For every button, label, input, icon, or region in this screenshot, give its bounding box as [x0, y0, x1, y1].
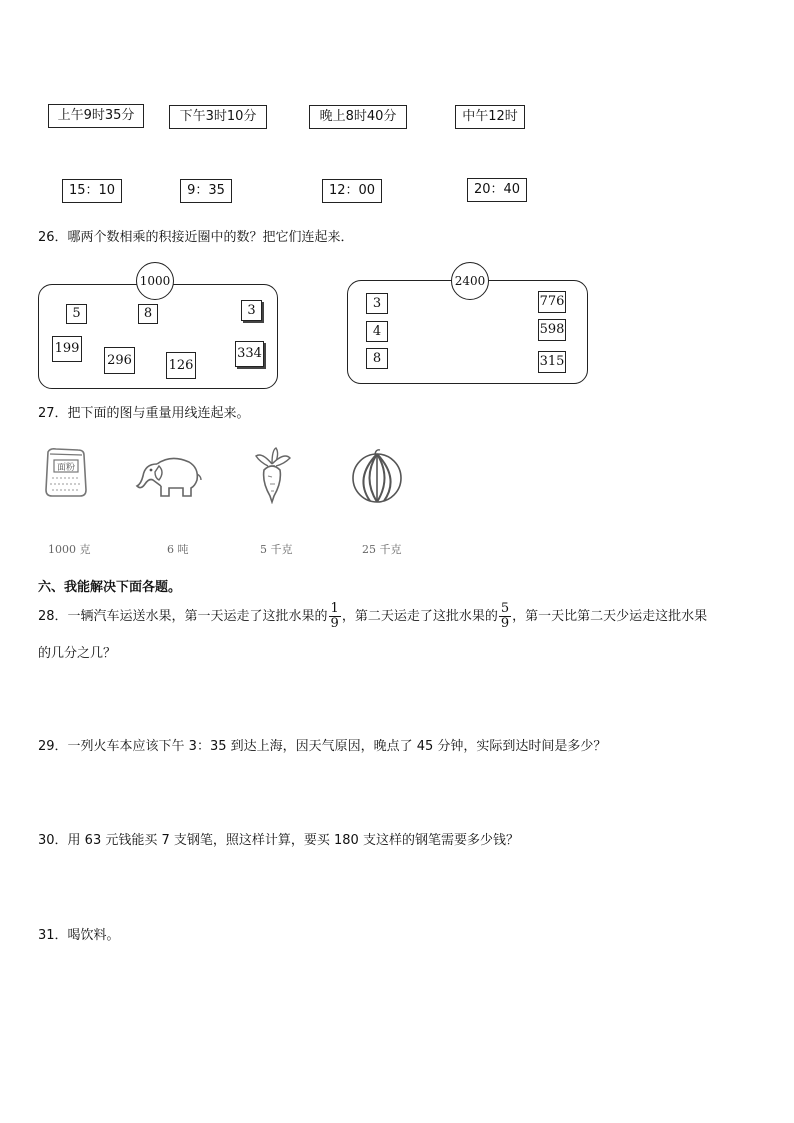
question-26: 26．哪两个数相乘的积接近圈中的数？把它们连起来．	[38, 230, 354, 245]
time-word-box-4: 中午12时	[455, 105, 525, 129]
time-digit-box-3: 12：00	[322, 179, 382, 203]
number-box: 315	[538, 351, 566, 373]
weight-label-4: 25 千克	[362, 543, 402, 556]
weight-label-2: 6 吨	[167, 543, 189, 556]
number-box: 126	[166, 352, 196, 379]
fraction-5-9	[499, 602, 511, 631]
time-word-box-1: 上午9时35分	[48, 104, 144, 128]
flour-bag-icon	[40, 446, 92, 498]
watermelon-icon	[350, 448, 404, 504]
radish-icon	[250, 446, 294, 504]
fraction-denominator: 9	[500, 616, 510, 631]
fraction-denominator: 9	[330, 616, 339, 631]
elephant-icon	[135, 450, 203, 500]
target-circle-1000: 1000	[136, 262, 174, 300]
question-29: 29．一列火车本应该下午 3：35 到达上海，因天气原因，晚点了 45 分钟，实际到达时间是多少？	[38, 739, 607, 754]
question-27: 27．把下面的图与重量用线连起来。	[38, 406, 250, 421]
number-box: 334	[235, 341, 264, 367]
weight-label-1: 1000 克	[48, 543, 91, 556]
question-31: 31．喝饮料。	[38, 928, 120, 943]
number-box: 8	[138, 304, 158, 324]
time-digit-box-1: 15：10	[62, 179, 122, 203]
number-box: 199	[52, 336, 82, 362]
fraction-numerator: 1	[330, 601, 339, 616]
question-28-part-1: 28．一辆汽车运送水果，第一天运走了这批水果的	[38, 609, 328, 624]
number-box: 5	[66, 304, 87, 324]
weight-label-3: 5 千克	[260, 543, 293, 556]
question-30: 30．用 63 元钱能买 7 支钢笔，照这样计算，要买 180 支这样的钢笔需要多少钱？	[38, 833, 519, 848]
time-word-box-2: 下午3时10分	[169, 105, 267, 129]
time-word-box-3: 晚上8时40分	[309, 105, 407, 129]
flour-bag-label: 面粉	[56, 463, 76, 473]
section-title: 六、我能解决下面各题。	[38, 580, 182, 595]
fraction-1-9	[329, 602, 341, 631]
question-28	[38, 600, 707, 634]
number-box: 8	[366, 348, 388, 369]
number-box: 3	[366, 293, 388, 314]
time-digit-box-2: 9：35	[180, 179, 232, 203]
question-28-line-2: 的几分之几？	[38, 646, 117, 661]
target-circle-2400: 2400	[451, 262, 489, 300]
number-box: 776	[538, 291, 566, 313]
question-28-part-2: ，第二天运走了这批水果的	[341, 609, 498, 624]
fraction-numerator: 5	[500, 601, 510, 616]
question-28-part-3: ，第一天比第二天少运走这批水果	[512, 609, 708, 624]
number-box: 598	[538, 319, 566, 341]
number-box: 3	[241, 300, 262, 321]
number-box: 4	[366, 321, 388, 342]
time-digit-box-4: 20：40	[467, 178, 527, 202]
number-box: 296	[104, 347, 135, 374]
